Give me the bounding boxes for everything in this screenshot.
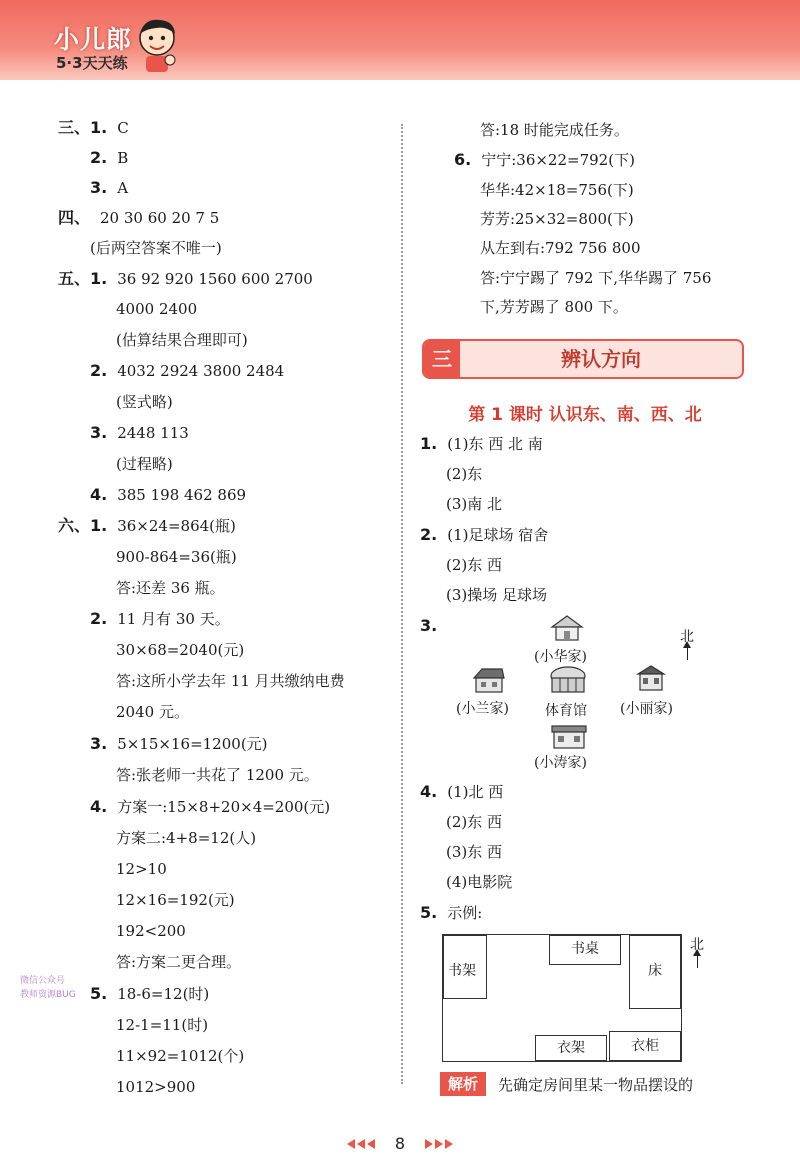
list-item: 下,芳芳踢了 800 下。 <box>480 298 628 316</box>
place-label-xiaotao: (小涛家) <box>534 755 587 771</box>
wardrobe-box: 衣柜 <box>609 1031 681 1061</box>
list-item: 1012>900 <box>116 1078 196 1096</box>
list-item: (3)操场 足球场 <box>446 586 548 604</box>
north-label: 北 <box>680 629 694 645</box>
list-item: (后两空答案不唯一) <box>90 239 222 257</box>
place-label-xiaoli: (小丽家) <box>620 701 673 717</box>
room-diagram <box>442 934 682 1062</box>
list-item: 2. 4032 2924 3800 2484 <box>90 361 285 380</box>
bed-box: 床 <box>629 935 681 1009</box>
list-item: 1. (1)东 西 北 南 <box>420 434 543 453</box>
desk-box: 书桌 <box>549 935 621 965</box>
list-item: 答:还差 36 瓶。 <box>116 579 225 597</box>
list-item: (过程略) <box>116 455 173 473</box>
analysis-tag: 解析 <box>440 1072 486 1096</box>
bookshelf-box: 书架 <box>443 935 487 999</box>
list-item: 3. A <box>90 178 129 197</box>
list-item: (估算结果合理即可) <box>116 331 248 349</box>
list-item: 5. 18-6=12(时) <box>90 984 210 1003</box>
list-item: 11×92=1012(个) <box>116 1047 245 1065</box>
page-header <box>0 0 800 80</box>
section-title: 辨认方向 <box>561 347 641 371</box>
list-item: 答:宁宁踢了 792 下,华华踢了 756 <box>480 269 712 287</box>
list-item: 192<200 <box>116 922 186 940</box>
watermark-stamp: 微信公众号 教师资源BUG <box>20 976 76 1000</box>
list-item: 4000 2400 <box>116 300 198 318</box>
list-item: 2. (1)足球场 宿舍 <box>420 525 549 544</box>
list-item: 五、1. 36 92 920 1560 600 2700 <box>58 269 313 288</box>
column-divider <box>401 124 403 1084</box>
list-item: 方案二:4+8=12(人) <box>116 829 257 847</box>
list-item: 华华:42×18=756(下) <box>480 181 634 199</box>
list-item: 2. B <box>90 148 129 167</box>
list-item: (3)东 西 <box>446 843 503 861</box>
room-north-label: 北 <box>690 937 704 953</box>
list-item: (2)东 西 <box>446 813 503 831</box>
analysis-text: 先确定房间里某一物品摆设的 <box>498 1076 694 1094</box>
list-item: (2)东 西 <box>446 556 503 574</box>
place-label-stadium: 体育馆 <box>545 703 587 719</box>
list-item: 芳芳:25×32=800(下) <box>480 210 634 228</box>
list-item: 3. <box>420 616 438 635</box>
brand-logo: 小儿郎 <box>54 25 133 54</box>
arrow-left-icon <box>367 1139 375 1149</box>
section-number: 三 <box>424 341 460 377</box>
list-item: 4. (1)北 西 <box>420 782 504 801</box>
list-item: 2. 11 月有 30 天。 <box>90 609 230 628</box>
stadium-icon <box>548 664 588 696</box>
list-item: (2)东 <box>446 465 483 483</box>
clothes-rack-box: 衣架 <box>535 1035 607 1061</box>
list-item: 6. 宁宁:36×22=792(下) <box>454 150 635 169</box>
brand-subtitle: 5·3天天练 <box>56 54 128 72</box>
arrow-left-icon <box>347 1139 355 1149</box>
list-item: 30×68=2040(元) <box>116 641 245 659</box>
list-item: 2040 元。 <box>116 703 189 721</box>
list-item: 12>10 <box>116 860 167 878</box>
list-item: 3. 2448 113 <box>90 423 189 442</box>
list-item: 答:这所小学去年 11 月共缴纳电费 <box>116 672 345 690</box>
house-icon <box>472 666 506 694</box>
section-banner <box>422 339 744 379</box>
list-item: (竖式略) <box>116 393 173 411</box>
page-number <box>0 1134 800 1153</box>
lesson-title: 第 1 课时 认识东、南、西、北 <box>468 405 702 425</box>
arrow-right-icon <box>435 1139 443 1149</box>
list-item: 12×16=192(元) <box>116 891 235 909</box>
place-label-xiaolan: (小兰家) <box>456 701 509 717</box>
list-item: 3. 5×15×16=1200(元) <box>90 734 268 753</box>
arrow-left-icon <box>357 1139 365 1149</box>
list-item: 答:18 时能完成任务。 <box>480 121 629 139</box>
list-item: 4. 方案一:15×8+20×4=200(元) <box>90 797 331 816</box>
list-item: 答:方案二更合理。 <box>116 953 242 971</box>
mascot-icon <box>134 16 180 74</box>
list-item: 5. 示例: <box>420 903 483 922</box>
house-icon <box>634 664 668 692</box>
list-item: 900-864=36(瓶) <box>116 548 237 566</box>
arrow-right-icon <box>425 1139 433 1149</box>
arrow-right-icon <box>445 1139 453 1149</box>
list-item: 4. 385 198 462 869 <box>90 485 247 504</box>
list-item: 从左到右:792 756 800 <box>480 239 641 257</box>
list-item: 答:张老师一共花了 1200 元。 <box>116 766 319 784</box>
list-item: 12-1=11(时) <box>116 1016 209 1034</box>
place-label-xiaohua: (小华家) <box>534 649 587 665</box>
page-number-text: 8 <box>394 1134 406 1153</box>
room-north-arrow-icon <box>697 952 698 968</box>
house-icon <box>550 722 588 750</box>
list-item: (3)南 北 <box>446 495 503 513</box>
list-item: 三、1. C <box>58 118 129 137</box>
list-item: (4)电影院 <box>446 873 513 891</box>
list-item: 六、1. 36×24=864(瓶) <box>58 516 236 535</box>
list-item: 四、 20 30 60 20 7 5 <box>58 208 220 227</box>
house-icon <box>550 614 584 642</box>
north-arrow-icon <box>687 644 688 660</box>
